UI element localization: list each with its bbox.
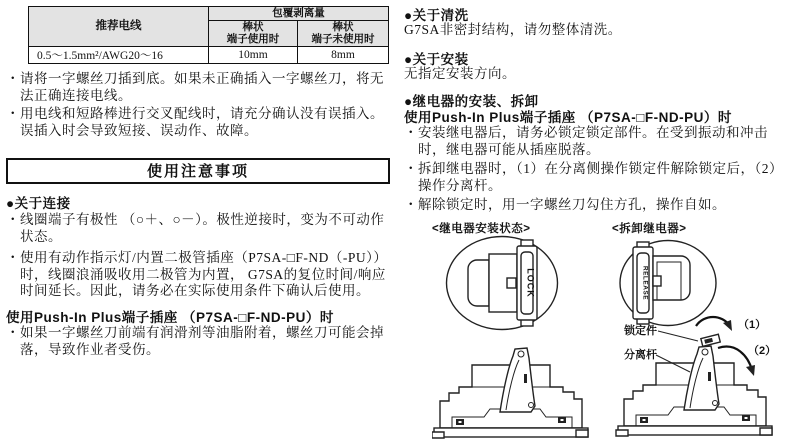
pushin-heading-left: 使用Push-In Plus端子插座 （P7SA-□F-ND-PU）时 xyxy=(6,310,334,325)
strip-length-header: 包覆剥离量 xyxy=(209,7,389,21)
bullet-lock-after-mount: ・安装继电器后，请务必锁定锁定部件。在受到振动和冲击时，继电器可能从插座脱落。 xyxy=(404,125,768,157)
step1-label: （1） xyxy=(738,319,767,331)
bullet-screwdriver-insert: ・请将一字螺丝刀插到底。如果未正确插入一字螺丝刀，将无法正确连接电线。 xyxy=(6,71,384,103)
installed-state-caption: <继电器安装状态> xyxy=(432,223,531,235)
connection-heading: ●关于连接 xyxy=(6,196,71,211)
release-lever-text: RELEASE xyxy=(641,265,649,301)
cleaning-body: G7SA非密封结构，请勿整体清洗。 xyxy=(404,22,622,37)
recommended-wire-header: 推荐电线 xyxy=(29,7,209,47)
usage-precautions-box xyxy=(6,158,390,184)
lock-part-knob xyxy=(701,334,720,346)
lock-part-label: 锁定件 xyxy=(624,325,657,337)
pushin-bullets-left xyxy=(6,323,392,358)
strip-used-cell: 10mm xyxy=(209,47,298,64)
socket-top-body xyxy=(468,254,517,312)
sub-used-line1: 棒状 xyxy=(242,21,264,33)
cleaning-heading: ●关于清洗 xyxy=(404,8,469,23)
relay-installed-side-view xyxy=(432,344,592,444)
separation-lever-label: 分离杆 xyxy=(624,349,657,361)
usage-precautions-title: 使用注意事项 xyxy=(146,163,249,180)
lock-lever-text: LOCK xyxy=(525,268,536,298)
step1-arrow-icon xyxy=(696,317,732,331)
wiring-precaution-bullets xyxy=(6,69,392,139)
strip-length-used-header xyxy=(209,21,298,47)
bullet-diode-socket: ・使用有动作指示灯/内置二极管插座（P7SA-□F-ND（-PU））时，线圈浪涌吸收用二极管为内置， G7SA的复位时间/响应时间延长。因此，请务必在实际使用条件下确认后使用。 xyxy=(6,250,388,298)
relay-detach-side-view xyxy=(598,312,798,444)
mounting-body: 无指定安装方向。 xyxy=(404,66,516,81)
bullet-detach-steps: ・拆卸继电器时，（1）在分离侧操作锁定件解除锁定后，（2）操作分离杆。 xyxy=(404,161,783,193)
relay-mount-bullets xyxy=(404,123,794,214)
sub-unused-line1: 棒状 xyxy=(332,21,354,33)
connection-bullets xyxy=(6,210,392,300)
strip-length-unused-header xyxy=(298,21,389,47)
wire-spec-cell: 0.5～1.5mm²/AWG20～16 xyxy=(29,47,209,64)
bullet-coil-polarity: ・线圈端子有极性 （○＋、○－）。极性逆接时，变为不可动作状态。 xyxy=(6,212,385,244)
release-lever-side xyxy=(500,348,535,412)
sub-used-line2: 端子使用时 xyxy=(226,32,280,45)
pushin-heading-right: 使用Push-In Plus端子插座 （P7SA-□F-ND-PU）时 xyxy=(404,110,732,125)
socket-top-body xyxy=(653,256,690,300)
strip-unused-cell: 8mm xyxy=(298,47,389,64)
recommended-wire-table xyxy=(28,6,389,64)
step2-label: （2） xyxy=(748,345,777,357)
sub-unused-line2: 端子未使用时 xyxy=(311,32,375,45)
bullet-cross-wiring: ・用电线和短路棒进行交叉配线时，请充分确认没有误插入。误插入时会导致短接、误动作、故障。 xyxy=(6,106,384,138)
lock-lever xyxy=(517,240,537,326)
bullet-screwdriver-grease: ・如果一字螺丝刀前端有润滑剂等油脂附着，螺丝刀可能会掉落，导致作业者受伤。 xyxy=(6,325,384,357)
release-lever-side xyxy=(684,346,719,410)
bullet-unlock-hint: ・解除锁定时，用一字螺丝刀勾住方孔，操作自如。 xyxy=(404,197,726,212)
installed-state-top-view xyxy=(443,234,561,332)
lock-part-leader-line xyxy=(658,331,698,341)
detach-caption: <拆卸继电器> xyxy=(612,223,687,235)
relay-mount-heading: ●继电器的安装、拆卸 xyxy=(404,94,539,109)
mounting-heading: ●关于安装 xyxy=(404,52,469,67)
